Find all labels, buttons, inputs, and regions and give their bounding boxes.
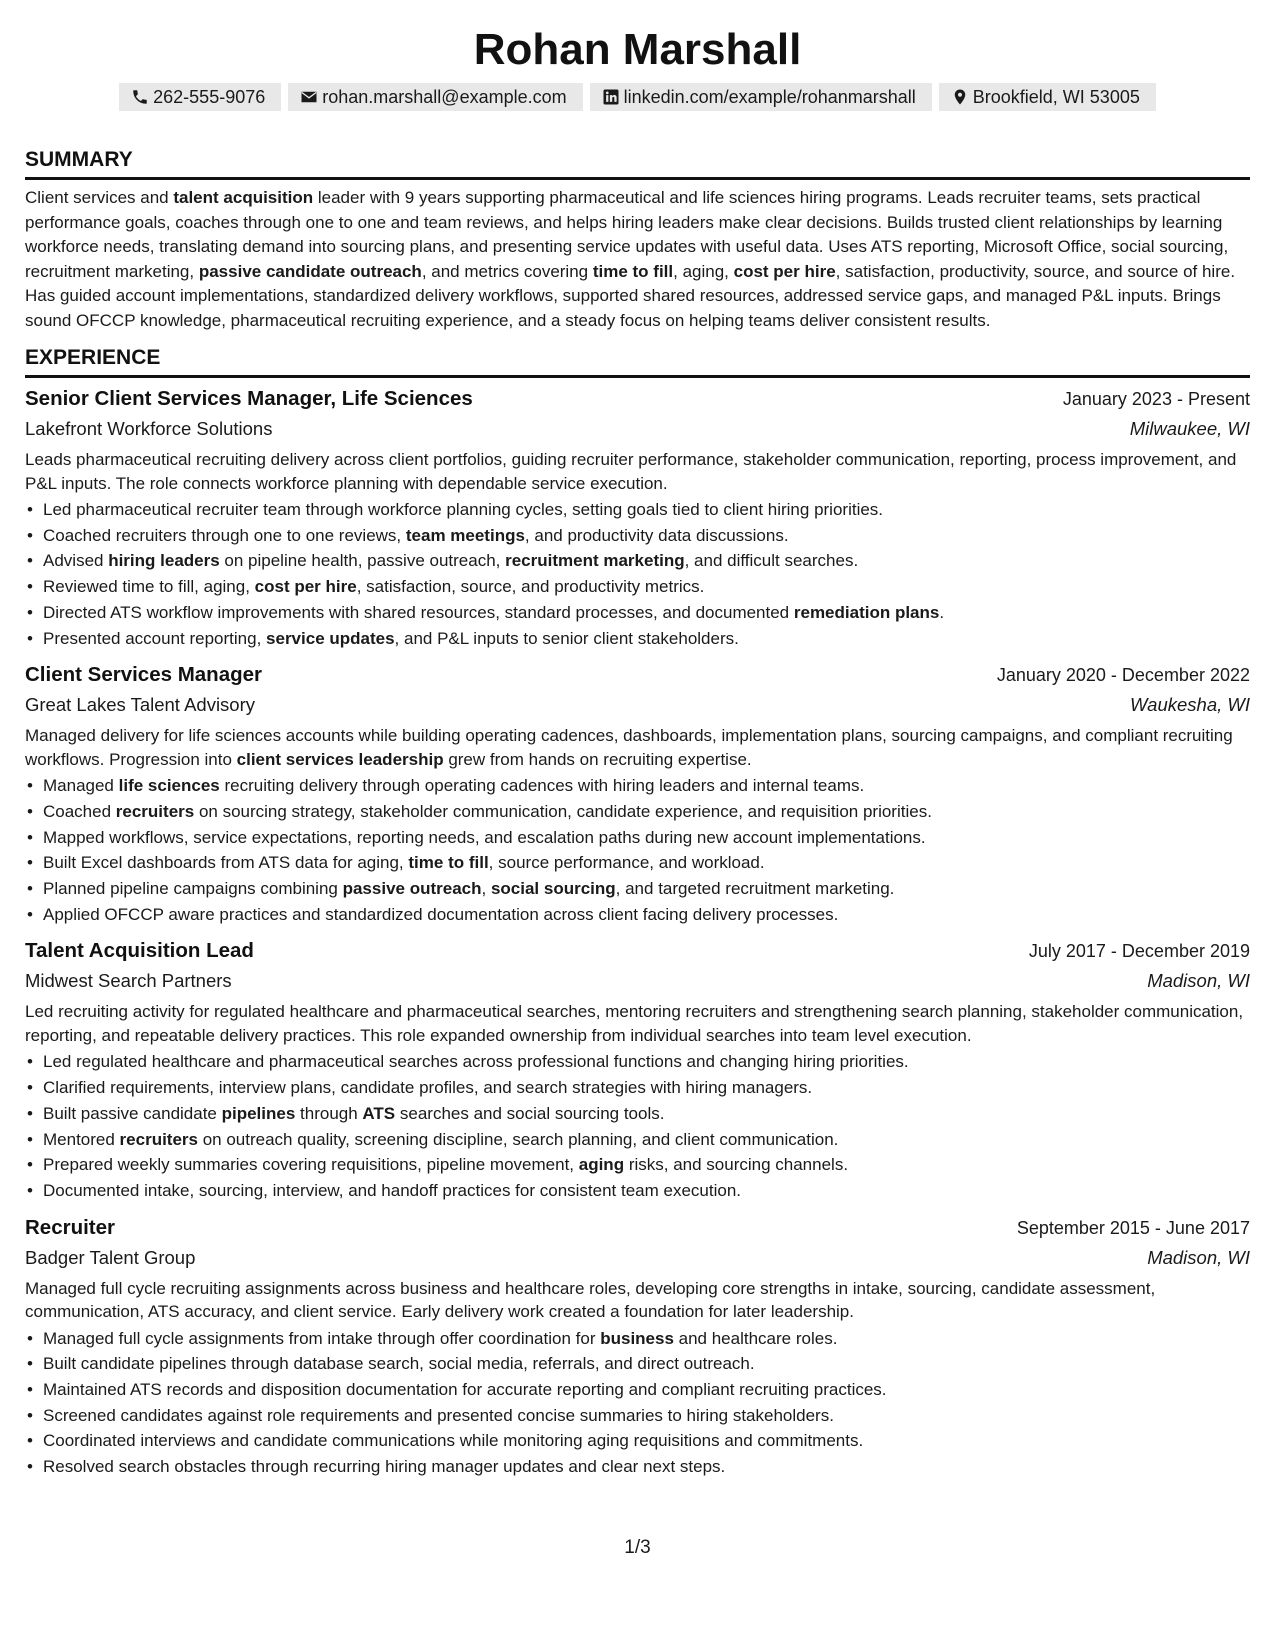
- contact-email-text: rohan.marshall@example.com: [322, 87, 567, 107]
- contact-bar: [25, 83, 1250, 111]
- bullet-item: • Managed full cycle assignments from intake through offer coordination for business and healthcare roles.: [25, 1326, 1250, 1352]
- job-dates: September 2015 - June 2017: [1016, 1217, 1250, 1238]
- job-location: Milwaukee, WI: [1129, 418, 1250, 439]
- job-bullets: [25, 497, 1250, 651]
- contact-location: [939, 83, 1156, 111]
- bullet-item: • Resolved search obstacles through recurring hiring manager updates and clear next steps.: [25, 1454, 1250, 1480]
- summary-divider: [25, 177, 1250, 180]
- job-title: Recruiter: [25, 1215, 116, 1239]
- bullet-item: • Advised hiring leaders on pipeline health, passive outreach, recruitment marketing, and difficult searches.: [25, 548, 1250, 574]
- job-bullets: [25, 773, 1250, 927]
- map-pin-icon: [951, 88, 969, 106]
- bullet-item: • Directed ATS workflow improvements with shared resources, standard processes, and documented remediation plans.: [25, 600, 1250, 626]
- bullet-item: • Managed life sciences recruiting delivery through operating cadences with hiring leaders and internal teams.: [25, 773, 1250, 799]
- job-entry: [25, 384, 1250, 651]
- bullet-item: • Documented intake, sourcing, interview, and handoff practices for consistent team execution.: [25, 1178, 1250, 1204]
- contact-phone: [119, 83, 281, 111]
- job-description: Managed delivery for life sciences accounts while building operating cadences, dashboards, implementation plans, sourcing campaigns, and compliant recruiting workflows. Progression into client services leadership grew from hands on recruiting expertise.: [25, 726, 1233, 769]
- bullet-item: • Led regulated healthcare and pharmaceutical searches across professional functions and changing hiring priorities.: [25, 1049, 1250, 1075]
- resume-page: [25, 0, 1250, 1650]
- bullet-item: • Led pharmaceutical recruiter team through workforce planning cycles, setting goals tied to client hiring priorities.: [25, 497, 1250, 523]
- job-description: Leads pharmaceutical recruiting delivery across client portfolios, guiding recruiter performance, stakeholder communication, reporting, process improvement, and P&L inputs. The role connects workforce planning with dependable service execution.: [25, 450, 1237, 493]
- contact-location-text: Brookfield, WI 53005: [972, 87, 1140, 107]
- bullet-item: • Screened candidates against role requirements and presented concise summaries to hiring stakeholders.: [25, 1403, 1250, 1429]
- bullet-item: • Prepared weekly summaries covering requisitions, pipeline movement, aging risks, and sourcing channels.: [25, 1152, 1250, 1178]
- job-title: Client Services Manager: [25, 663, 262, 687]
- summary-heading: SUMMARY: [25, 148, 133, 171]
- job-bullets: [25, 1049, 1250, 1203]
- bullet-item: • Mentored recruiters on outreach quality, screening discipline, search planning, and client communication.: [25, 1127, 1250, 1153]
- bullet-item: • Coordinated interviews and candidate communications while monitoring aging requisitions and commitments.: [25, 1428, 1250, 1454]
- job-entry: [25, 936, 1250, 1203]
- experience-heading: EXPERIENCE: [25, 346, 161, 369]
- bullet-item: • Applied OFCCP aware practices and standardized documentation across client facing delivery processes.: [25, 902, 1250, 928]
- company-name: Badger Talent Group: [25, 1246, 196, 1268]
- job-description: Led recruiting activity for regulated healthcare and pharmaceutical searches, mentoring recruiters and strengthening search planning, stakeholder communication, reporting, and repeatable delivery practices. This role expanded ownership from individual searches into team level execution.: [25, 1002, 1244, 1045]
- company-name: Lakefront Workforce Solutions: [25, 418, 273, 439]
- job-entry: [25, 1213, 1250, 1480]
- job-dates: January 2020 - December 2022: [996, 665, 1250, 686]
- bullet-item: • Built candidate pipelines through database search, social media, referrals, and direct outreach.: [25, 1351, 1250, 1377]
- candidate-name: Rohan Marshall: [473, 25, 802, 74]
- phone-icon: [131, 88, 149, 106]
- bullet-item: • Presented account reporting, service updates, and P&L inputs to senior client stakeholders.: [25, 626, 1250, 652]
- envelope-icon: [300, 88, 318, 106]
- job-location: Waukesha, WI: [1130, 694, 1250, 716]
- contact-linkedin: [590, 83, 932, 111]
- summary-section: [25, 147, 1250, 333]
- bullet-item: • Mapped workflows, service expectations, reporting needs, and escalation paths during new account implementations.: [25, 825, 1250, 851]
- bullet-item: • Coached recruiters on sourcing strategy, stakeholder communication, candidate experience, and requisition priorities.: [25, 799, 1250, 825]
- job-title: Talent Acquisition Lead: [25, 939, 254, 963]
- summary-text: Client services and talent acquisition leader with 9 years supporting pharmaceutical and life sciences hiring programs. Leads recruiter teams, sets practical performance goals, coaches through one to one and team reviews, and helps hiring leaders make clear decisions. Builds trusted client relationships by learning workforce needs, translating demand into sourcing plans, and presenting service updates with useful data. Uses ATS reporting, Microsoft Office, social sourcing, recruitment marketing, passive candidate outreach, and metrics covering time to fill, aging, cost per hire, satisfaction, productivity, source, and source of hire. Has guided account implementations, standardized delivery workflows, supported shared resources, addressed service gaps, and managed P&L inputs. Brings sound OFCCP knowledge, pharmaceutical recruiting experience, and a steady focus on helping teams deliver consistent results.: [25, 188, 1236, 330]
- job-entry: [25, 660, 1250, 927]
- job-location: Madison, WI: [1147, 970, 1250, 992]
- job-dates: January 2023 - Present: [1062, 389, 1250, 409]
- bullet-item: • Planned pipeline campaigns combining passive outreach, social sourcing, and targeted recruitment marketing.: [25, 876, 1250, 902]
- bullet-item: • Reviewed time to fill, aging, cost per hire, satisfaction, source, and productivity metrics.: [25, 574, 1250, 600]
- contact-phone-text: 262-555-9076: [153, 87, 266, 107]
- job-description: Managed full cycle recruiting assignments across business and healthcare roles, developing core strengths in intake, sourcing, candidate assessment, communication, ATS accuracy, and client service. Early delivery work created a foundation for later leadership.: [25, 1278, 1156, 1322]
- company-name: Great Lakes Talent Advisory: [25, 694, 256, 716]
- contact-linkedin-text: linkedin.com/example/rohanmarshall: [623, 87, 916, 107]
- bullet-item: • Built Excel dashboards from ATS data for aging, time to fill, source performance, and workload.: [25, 850, 1250, 876]
- job-location: Madison, WI: [1147, 1246, 1250, 1268]
- page-number: 1/3: [624, 1537, 651, 1558]
- job-bullets: [25, 1326, 1250, 1480]
- bullet-item: • Maintained ATS records and disposition documentation for accurate reporting and compliant recruiting practices.: [25, 1377, 1250, 1403]
- experience-section: [25, 345, 1250, 1480]
- bullet-item: • Built passive candidate pipelines through ATS searches and social sourcing tools.: [25, 1101, 1250, 1127]
- bullet-item: • Clarified requirements, interview plans, candidate profiles, and search strategies with hiring managers.: [25, 1075, 1250, 1101]
- contact-email: [288, 83, 582, 111]
- linkedin-icon: [602, 88, 620, 106]
- job-dates: July 2017 - December 2019: [1028, 941, 1250, 962]
- job-title: Senior Client Services Manager, Life Sciences: [25, 387, 473, 410]
- bullet-item: • Coached recruiters through one to one reviews, team meetings, and productivity data discussions.: [25, 523, 1250, 549]
- company-name: Midwest Search Partners: [25, 970, 232, 992]
- experience-divider: [25, 375, 1250, 378]
